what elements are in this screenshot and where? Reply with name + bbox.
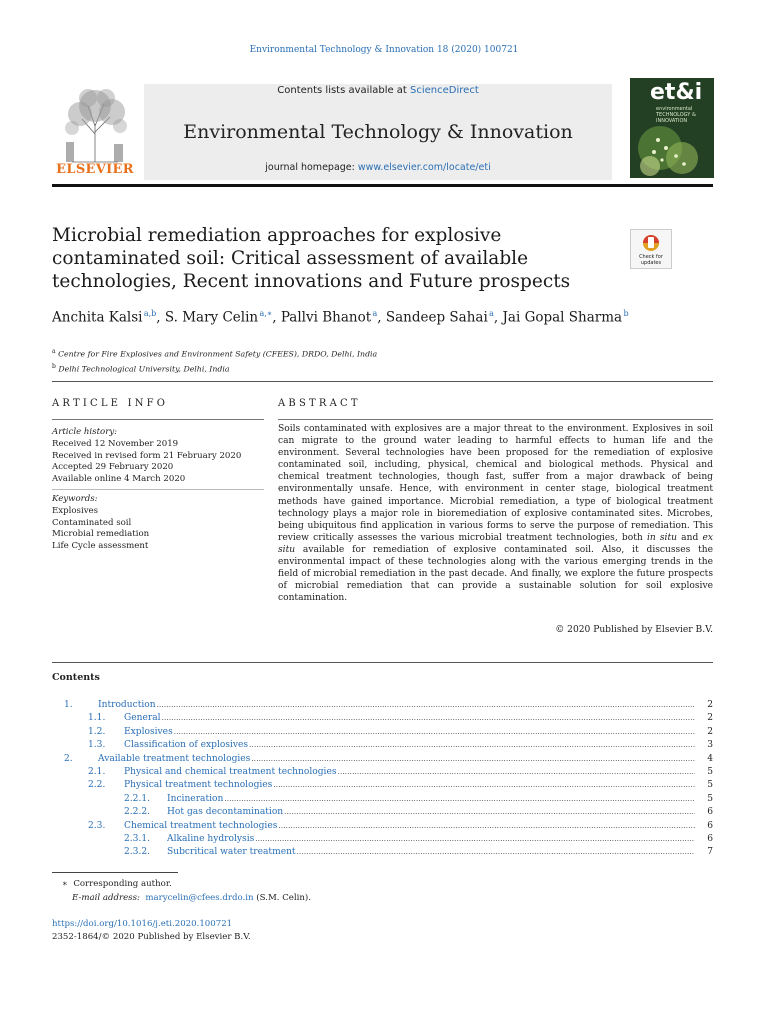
toc-item[interactable] [52, 834, 713, 847]
contents-divider [52, 662, 713, 663]
author-affiliation-mark[interactable]: a,∗ [259, 309, 273, 318]
toc-item-label[interactable]: Incineration [167, 793, 224, 804]
abstract-text: Soils contaminated with explosives are a major threat to the environment. Explosives in soil can migrate to the ground water leading to harmful effects to human life and the environment. Several technologies have been proposed for the remediation of explosive contaminated soil, including, physical, chemical and biological methods. Physical and chemical treatment technologies, though fast, suffer from a major drawback of being environmentally unsafe. Hence, with environment in center stage, biological treatment methods have gained importance. Microbial remediation, a type of biological treatment technology plays a major role in bioremediation of explosive contaminated sites. Microbes, being ubiquitous find application in various forms to serve the purpose of remediation. This review critically assesses the various microbial treatment technologies, both [278, 424, 713, 543]
author-affiliation-mark[interactable]: a,b [143, 309, 157, 318]
author-name[interactable]: Pallvi Bhanot [280, 309, 372, 326]
toc-item-label[interactable]: Subcritical water treatment [167, 847, 296, 858]
toc-leader-dots [273, 781, 695, 789]
toc-item-page: 2 [707, 726, 713, 737]
toc-item[interactable] [52, 700, 713, 713]
toc-item-number[interactable]: 1.2. [88, 726, 106, 737]
toc-item[interactable] [52, 754, 713, 767]
toc-item-label[interactable]: General [124, 713, 161, 724]
article-info-heading: ARTICLE INFO [52, 398, 169, 409]
toc-item-page: 5 [707, 780, 713, 791]
affiliations [52, 346, 652, 375]
affiliation [52, 346, 652, 361]
toc-leader-dots [251, 755, 695, 763]
toc-leader-dots [162, 714, 695, 722]
abstract-italic: in situ [646, 532, 677, 543]
abstract-body [278, 423, 713, 604]
author-affiliation-mark[interactable]: a [489, 309, 494, 318]
cover-logo-text: et&i [650, 80, 703, 105]
toc-item[interactable] [52, 821, 713, 834]
toc-item-label[interactable]: Physical and chemical treatment technologies [124, 766, 337, 777]
abstract-text: available for remediation of explosive contaminated soil. Also, it discusses the environmental impact of these technologies along with the various emerging trends in the field of microbial remediation in the past decade. And finally, we explore the future prospects of microbial remediation that can provide a sustainable solution for soil explosive contamination. [278, 544, 713, 604]
email-footnote [72, 893, 311, 903]
toc-item-page: 6 [707, 820, 713, 831]
article-title: Microbial remediation approaches for explosive contaminated soil: Critical assessment of available technologies, Recent innovations and Future prospects [52, 225, 571, 292]
abstract-copyright: © 2020 Published by Elsevier B.V. [555, 625, 713, 635]
email-link[interactable]: marycelin@cfees.drdo.in [145, 893, 254, 903]
toc-item-page: 5 [707, 766, 713, 777]
footnote-mark: ∗ [62, 879, 68, 889]
toc-item[interactable] [52, 767, 713, 780]
toc-item-number[interactable]: 1.3. [88, 740, 106, 751]
history-item: Available online 4 March 2020 [52, 474, 186, 485]
homepage-link[interactable]: www.elsevier.com/locate/eti [357, 162, 491, 173]
toc-item-label[interactable]: Explosives [124, 726, 173, 737]
toc-item-number[interactable]: 1. [64, 700, 73, 710]
toc-item-label[interactable]: Introduction [98, 700, 156, 710]
journal-title: Environmental Technology & Innovation [183, 121, 573, 143]
toc-item-page: 6 [707, 807, 713, 818]
email-suffix: (S.M. Celin). [256, 893, 312, 903]
toc-item-label[interactable]: Alkaline hydrolysis [167, 833, 255, 844]
affiliation-mark: b [52, 362, 56, 370]
corresponding-footnote [62, 879, 172, 889]
doi-link[interactable]: https://doi.org/10.1016/j.eti.2020.100721 [52, 919, 233, 929]
keywords [52, 494, 264, 553]
toc-item-number[interactable]: 2.2.2. [124, 807, 151, 818]
issn-line: 2352-1864/© 2020 Published by Elsevier B.V. [52, 932, 251, 942]
author-list: Anchita Kalsi $^{a,b}$, S. Mary Celin $^{a,∗}$, Pallvi Bhanot $^a$, Sandeep Sahai $^a$, Jai Gopal Sharma $^b$ [52, 309, 629, 326]
sciencedirect-link[interactable]: ScienceDirect [410, 85, 479, 96]
toc-leader-dots [278, 822, 695, 830]
journal-masthead [52, 78, 714, 182]
toc-leader-dots [284, 808, 695, 816]
toc-item[interactable] [52, 794, 713, 807]
toc-item-number[interactable]: 2.3. [88, 820, 106, 831]
check-updates-icon [631, 232, 671, 256]
author-affiliation-mark[interactable]: a [372, 309, 378, 318]
affiliation-text: Delhi Technological University, Delhi, India [58, 364, 230, 374]
toc-leader-dots [255, 835, 695, 843]
author-affiliation-mark[interactable]: b [623, 309, 629, 318]
homepage-line [144, 162, 612, 173]
contents-heading: Contents [52, 672, 100, 683]
affiliation-text: Centre for Fire Explosives and Environment Safety (CFEES), DRDO, Delhi, India [58, 349, 378, 359]
toc-item-page: 6 [707, 833, 713, 844]
author-name[interactable]: Anchita Kalsi [52, 309, 143, 326]
toc-leader-dots [297, 848, 695, 856]
keywords-label: Keywords: [52, 494, 98, 504]
keywords-rule [52, 489, 264, 490]
keyword: Life Cycle assessment [52, 541, 149, 552]
check-for-updates-badge[interactable] [630, 229, 672, 269]
toc-item-page: 5 [707, 793, 713, 804]
check-for-updates-label: Check for updates [639, 254, 663, 266]
email-label: E-mail address: [72, 893, 140, 903]
tree-icon [52, 84, 138, 164]
abstract-text: and [676, 532, 703, 543]
keyword: Explosives [52, 505, 99, 516]
toc-leader-dots [157, 701, 695, 709]
author-name[interactable]: Sandeep Sahai [385, 309, 488, 326]
toc-leader-dots [338, 768, 695, 776]
header-divider [52, 381, 713, 382]
article-history [52, 427, 264, 486]
toc-item-label[interactable]: Chemical treatment technologies [124, 820, 278, 831]
toc-item[interactable] [52, 807, 713, 820]
toc-item-number[interactable]: 2.1. [88, 766, 106, 777]
toc-item-number[interactable]: 1.1. [88, 713, 106, 724]
history-item: Received in revised form 21 February 2020 [52, 450, 242, 461]
toc-item-number[interactable]: 2.2.1. [124, 793, 151, 804]
homepage-prefix: journal homepage: [265, 162, 358, 173]
journal-cover [630, 78, 714, 178]
toc-item-page: 3 [707, 740, 713, 751]
toc-item-number[interactable]: 2.3.1. [124, 833, 151, 844]
toc-item-label[interactable]: Physical treatment technologies [124, 780, 273, 791]
toc-item[interactable] [52, 740, 713, 753]
toc-item[interactable] [52, 713, 713, 726]
toc-item-number[interactable]: 2. [64, 753, 73, 764]
keyword: Contaminated soil [52, 517, 132, 528]
toc-item-page: 4 [707, 753, 713, 764]
journal-reference[interactable]: Environmental Technology & Innovation 18 (2020) 100721 [249, 45, 519, 55]
table-of-contents [52, 700, 713, 861]
abstract-italic: ex situ [278, 532, 713, 555]
elsevier-wordmark: ELSEVIER [56, 162, 134, 177]
article-info-rule [52, 419, 264, 420]
history-item: Accepted 29 February 2020 [52, 462, 174, 473]
affiliation-mark: a [52, 348, 56, 355]
toc-leader-dots [174, 728, 695, 736]
affiliation [52, 361, 652, 376]
history-item: Received 12 November 2019 [52, 438, 179, 449]
footnote-rule [52, 872, 178, 873]
masthead-rule [52, 184, 713, 187]
toc-item-number[interactable]: 2.2. [88, 780, 106, 791]
toc-item-label[interactable]: Hot gas decontamination [167, 807, 284, 818]
contents-prefix: Contents lists available at [277, 85, 411, 96]
toc-item-label[interactable]: Classification of explosives [124, 740, 249, 751]
toc-item[interactable] [52, 727, 713, 740]
contents-line [144, 85, 612, 96]
toc-leader-dots [224, 795, 695, 803]
toc-item[interactable] [52, 780, 713, 793]
author-name[interactable]: S. Mary Celin [164, 309, 259, 326]
abstract-rule [278, 419, 713, 420]
toc-item-page: 2 [707, 713, 713, 724]
abstract-heading: ABSTRACT [278, 398, 361, 409]
keyword: Microbial remediation [52, 529, 150, 540]
toc-leader-dots [249, 741, 695, 749]
toc-item-number[interactable]: 2.3.2. [124, 847, 151, 858]
author-name[interactable]: Jai Gopal Sharma [502, 309, 623, 326]
journal-banner [144, 84, 612, 180]
toc-item-label[interactable]: Available treatment technologies [98, 753, 251, 764]
history-label: Article history: [52, 427, 118, 437]
footnote-text: Corresponding author. [73, 879, 172, 889]
toc-item[interactable] [52, 847, 713, 860]
toc-item-page: 7 [707, 847, 713, 858]
cover-journal-words: environmental TECHNOLOGY & INNOVATION [656, 106, 696, 124]
toc-item-page: 2 [707, 700, 713, 710]
